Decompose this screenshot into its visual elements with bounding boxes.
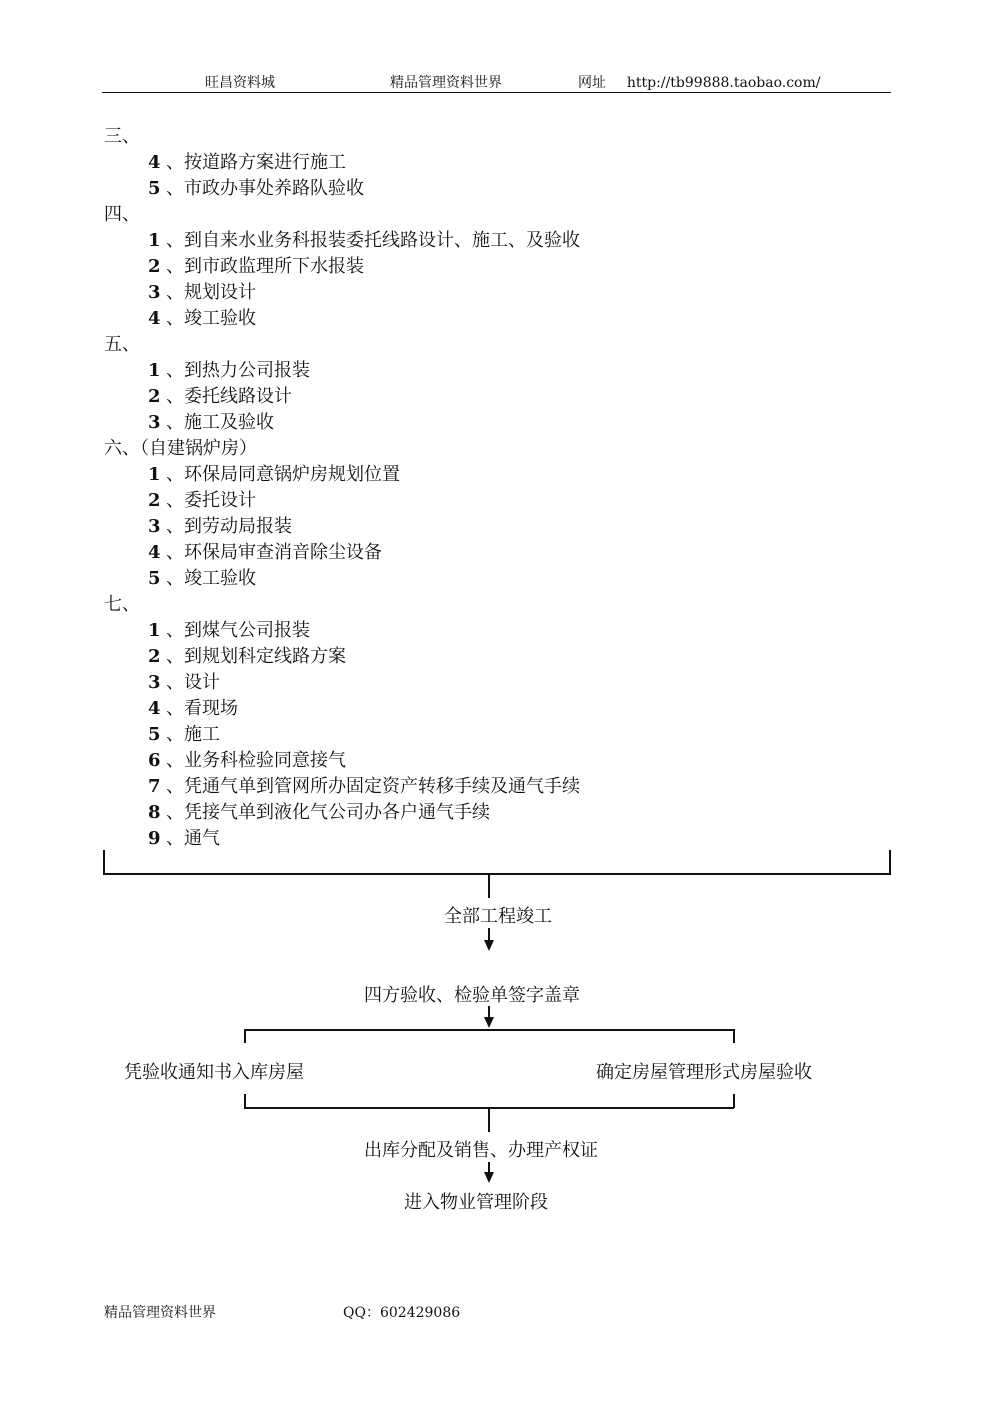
list-item: [148, 278, 256, 304]
list-item-separator: 、: [166, 542, 184, 563]
list-item: [148, 668, 220, 694]
section-title: 七、: [104, 594, 140, 615]
list-item-number: 7: [148, 776, 161, 797]
list-item-text: 业务科检验同意接气: [184, 750, 346, 771]
branch-top-line: [244, 1029, 734, 1031]
list-item-text: 施工及验收: [184, 412, 274, 433]
list-item-text: 竣工验收: [184, 308, 256, 329]
arrow-down-icon: [484, 1017, 494, 1028]
list-item-number: 4: [148, 698, 161, 719]
list-item: [148, 252, 364, 278]
section-title: 四、: [104, 204, 140, 225]
list-item: [148, 512, 292, 538]
list-item-text: 环保局同意锅炉房规划位置: [184, 464, 400, 485]
list-item-number: 2: [148, 386, 161, 407]
list-item-separator: 、: [166, 724, 184, 745]
list-item-number: 2: [148, 256, 161, 277]
list-item-number: 2: [148, 490, 161, 511]
header-rule: [102, 92, 891, 93]
flow-branch-storage: 凭验收通知书入库房屋: [124, 1062, 304, 1083]
list-item-text: 环保局审查消音除尘设备: [184, 542, 382, 563]
list-item-text: 按道路方案进行施工: [184, 152, 346, 173]
list-item-separator: 、: [166, 802, 184, 823]
list-item-separator: 、: [166, 828, 184, 849]
flow-step-completion: 全部工程竣工: [444, 906, 552, 927]
list-item-number: 1: [148, 230, 161, 251]
list-item-separator: 、: [166, 698, 184, 719]
list-item-text: 委托线路设计: [184, 386, 292, 407]
header-url-link[interactable]: http://tb99888.taobao.com/: [626, 75, 821, 91]
list-item-number: 1: [148, 360, 161, 381]
list-item-number: 5: [148, 178, 161, 199]
list-item: [148, 460, 400, 486]
list-item-separator: 、: [166, 152, 184, 173]
bracket-right-tick: [889, 850, 891, 874]
footer-site-name: 精品管理资料世界: [104, 1305, 216, 1321]
list-item-separator: 、: [166, 464, 184, 485]
branch-top-left-tick: [244, 1029, 246, 1043]
section-title: 三、: [104, 126, 140, 147]
list-item: [148, 798, 490, 824]
list-item-text: 设计: [184, 672, 220, 693]
list-item-number: 5: [148, 568, 161, 589]
section-title: 五、: [104, 334, 140, 355]
list-item-text: 通气: [184, 828, 220, 849]
flow-step-property-management: 进入物业管理阶段: [404, 1192, 548, 1213]
list-item: [148, 356, 310, 382]
list-item-text: 到自来水业务科报装委托线路设计、施工、及验收: [184, 230, 580, 251]
list-item-number: 4: [148, 308, 161, 329]
list-item: [148, 174, 364, 200]
list-item-separator: 、: [166, 230, 184, 251]
list-item-separator: 、: [166, 672, 184, 693]
branch-bottom-right-tick: [733, 1094, 735, 1108]
header-shop-name: 旺昌资料城: [205, 75, 275, 91]
list-item-separator: 、: [166, 308, 184, 329]
list-item-separator: 、: [166, 178, 184, 199]
header-url-label: 网址: [578, 75, 606, 91]
list-item: [148, 720, 220, 746]
list-item-number: 2: [148, 646, 161, 667]
list-item-text: 凭通气单到管网所办固定资产转移手续及通气手续: [184, 776, 580, 797]
list-item-number: 8: [148, 802, 161, 823]
list-item-separator: 、: [166, 620, 184, 641]
section-title: 六、（自建锅炉房）: [104, 438, 257, 459]
list-item-text: 凭接气单到液化气公司办各户通气手续: [184, 802, 490, 823]
list-item-text: 到热力公司报装: [184, 360, 310, 381]
list-item: [148, 746, 346, 772]
flow-branch-management: 确定房屋管理形式房屋验收: [596, 1062, 812, 1083]
list-item-number: 6: [148, 750, 161, 771]
list-item: [148, 304, 256, 330]
list-item-separator: 、: [166, 412, 184, 433]
list-item: [148, 694, 238, 720]
list-item: [148, 486, 256, 512]
list-item: [148, 642, 346, 668]
list-item-text: 到劳动局报装: [184, 516, 292, 537]
list-item: [148, 824, 220, 850]
list-item-text: 施工: [184, 724, 220, 745]
list-item-text: 到规划科定线路方案: [184, 646, 346, 667]
list-item-text: 到煤气公司报装: [184, 620, 310, 641]
flow-step-inspection: 四方验收、检验单签字盖章: [364, 985, 580, 1006]
list-item-number: 3: [148, 516, 161, 537]
footer-qq: [343, 1302, 460, 1322]
list-item-number: 1: [148, 620, 161, 641]
list-item-text: 看现场: [184, 698, 238, 719]
bracket-left-tick: [103, 850, 105, 874]
connector-line: [488, 874, 490, 898]
list-item: [148, 616, 310, 642]
flow-step-distribution: 出库分配及销售、办理产权证: [364, 1140, 598, 1161]
list-item-separator: 、: [166, 568, 184, 589]
list-item: [148, 538, 382, 564]
connector-line: [488, 1108, 490, 1132]
list-item-number: 4: [148, 152, 161, 173]
header-url-group: [578, 72, 820, 92]
list-item-number: 4: [148, 542, 161, 563]
list-item-number: 3: [148, 672, 161, 693]
list-item: [148, 226, 580, 252]
list-item: [148, 772, 580, 798]
list-item-separator: 、: [166, 386, 184, 407]
list-item-text: 竣工验收: [184, 568, 256, 589]
list-item-separator: 、: [166, 490, 184, 511]
list-item: [148, 148, 346, 174]
list-item: [148, 564, 256, 590]
branch-bottom-left-tick: [244, 1094, 246, 1108]
list-item-separator: 、: [166, 646, 184, 667]
list-item: [148, 382, 292, 408]
list-item-separator: 、: [166, 256, 184, 277]
list-item-separator: 、: [166, 516, 184, 537]
arrow-down-icon: [484, 1172, 494, 1183]
list-item-text: 规划设计: [184, 282, 256, 303]
list-item: [148, 408, 274, 434]
list-item-separator: 、: [166, 776, 184, 797]
list-item-number: 1: [148, 464, 161, 485]
list-item-number: 3: [148, 282, 161, 303]
list-item-number: 9: [148, 828, 161, 849]
list-item-text: 委托设计: [184, 490, 256, 511]
header-site-name: 精品管理资料世界: [390, 75, 502, 91]
list-item-number: 5: [148, 724, 161, 745]
footer-qq-number: 602429086: [379, 1305, 461, 1321]
list-item-number: 3: [148, 412, 161, 433]
list-item-text: 到市政监理所下水报装: [184, 256, 364, 277]
footer-qq-label: QQ：: [343, 1305, 380, 1321]
branch-top-right-tick: [733, 1029, 735, 1043]
arrow-down-icon: [484, 940, 494, 951]
bracket-bottom-line: [103, 873, 891, 875]
list-item-text: 市政办事处养路队验收: [184, 178, 364, 199]
list-item-separator: 、: [166, 360, 184, 381]
list-item-separator: 、: [166, 282, 184, 303]
list-item-separator: 、: [166, 750, 184, 771]
